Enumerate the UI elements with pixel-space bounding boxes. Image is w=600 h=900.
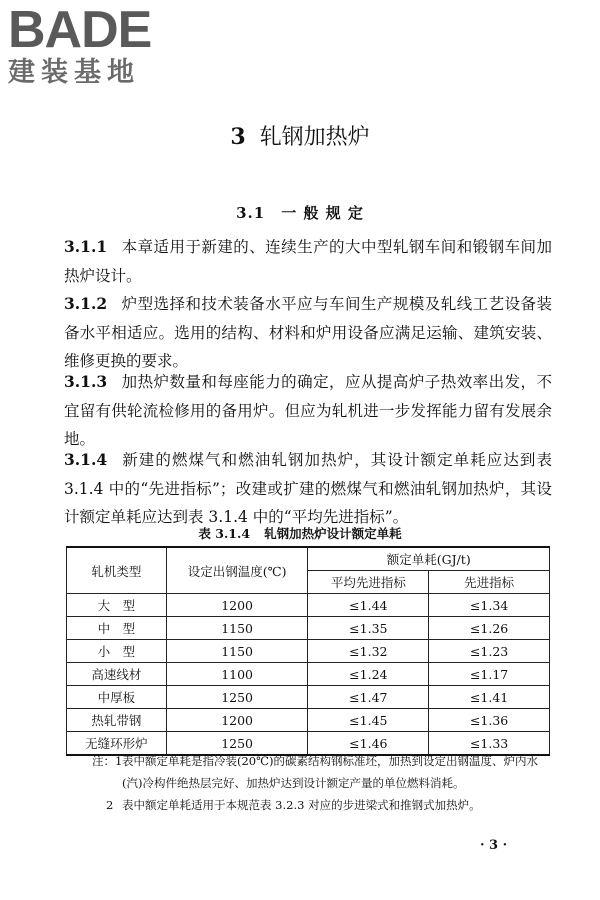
cell-adv: ≤1.23 (429, 640, 550, 663)
cell-temp: 1150 (166, 640, 308, 663)
cell-temp: 1200 (166, 709, 308, 732)
cell-temp: 1200 (166, 594, 308, 617)
table-notes (92, 750, 552, 816)
clause (64, 233, 552, 290)
chapter-title: 轧钢加热炉 (259, 125, 370, 150)
clause-number: 3.1.4 (64, 450, 108, 469)
cell-mill: 小 型 (67, 640, 167, 663)
header-temperature: 设定出钢温度(℃) (166, 547, 308, 594)
logo-subtitle: 建装基地 (8, 57, 140, 88)
cell-adv: ≤1.17 (429, 663, 550, 686)
cell-avg: ≤1.46 (308, 732, 429, 756)
note-text: 表中额定单耗适用于本规范表 3.2.3 对应的步进梁式和推钢式加热炉。 (122, 798, 481, 812)
clause-text: 本章适用于新建的、连续生产的大中型轧钢车间和锻钢车间加热炉设计。 (64, 238, 552, 285)
cell-mill: 高速线材 (67, 663, 167, 686)
table-caption-title: 轧钢加热炉设计额定单耗 (264, 526, 402, 541)
cell-temp: 1150 (166, 617, 308, 640)
table-caption-number: 表 3.1.4 (198, 526, 251, 541)
note-lead: 2 (106, 798, 114, 812)
clause (64, 368, 552, 454)
cell-avg: ≤1.47 (308, 686, 429, 709)
cell-mill: 中 型 (67, 617, 167, 640)
clause-text: 新建的燃煤气和燃油轧钢加热炉，其设计额定单耗应达到表 3.1.4 中的“先进指标”；改建或扩建的燃煤气和燃油轧钢加热炉，其设计额定单耗应达到表 3.1.4 中的“平均先进指标”。 (64, 451, 552, 526)
clause (64, 290, 552, 376)
cell-avg: ≤1.35 (308, 617, 429, 640)
page-number: · 3 · (480, 838, 508, 853)
clause (64, 446, 552, 532)
cell-adv: ≤1.34 (429, 594, 550, 617)
clause-number: 3.1.1 (64, 237, 108, 256)
cell-avg: ≤1.32 (308, 640, 429, 663)
header-advanced: 先进指标 (429, 571, 550, 594)
cell-mill: 中厚板 (67, 686, 167, 709)
table-row (67, 617, 550, 640)
cell-avg: ≤1.45 (308, 709, 429, 732)
cell-adv: ≤1.26 (429, 617, 550, 640)
clause-text: 炉型选择和技术装备水平应与车间生产规模及轧线工艺设备装备水平相适应。选用的结构、材料和炉用设备应满足运输、建筑安装、维修更换的要求。 (64, 295, 552, 370)
note-item (92, 794, 552, 816)
logo-mark: BADE (8, 1, 152, 59)
clause-number: 3.1.3 (64, 372, 108, 391)
chapter-heading (0, 120, 600, 151)
table-row (67, 686, 550, 709)
header-average-advanced: 平均先进指标 (308, 571, 429, 594)
chapter-number: 3 (230, 124, 246, 150)
cell-avg: ≤1.24 (308, 663, 429, 686)
table-row (67, 640, 550, 663)
section-heading (0, 202, 600, 223)
consumption-table (66, 546, 550, 756)
cell-temp: 1250 (166, 732, 308, 756)
cell-adv: ≤1.36 (429, 709, 550, 732)
clause-number: 3.1.2 (64, 294, 108, 313)
cell-mill: 大 型 (67, 594, 167, 617)
section-number: 3.1 (236, 204, 266, 222)
cell-mill: 无缝环形炉 (67, 732, 167, 756)
cell-mill: 热轧带钢 (67, 709, 167, 732)
cell-adv: ≤1.33 (429, 732, 550, 756)
header-mill-type: 轧机类型 (67, 547, 167, 594)
header-rated-consumption: 额定单耗(GJ/t) (308, 547, 550, 571)
note-lead: 注：1 (92, 754, 123, 768)
note-item (92, 750, 552, 794)
brand-logo (8, 1, 152, 88)
note-text: 表中额定单耗是指冷装(20℃)的碳素结构钢标准坯，加热到设定出钢温度、炉内水(汽)冷构件绝热层完好、加热炉达到设计额定产量的单位燃料消耗。 (122, 754, 538, 790)
table-row (67, 594, 550, 617)
cell-temp: 1100 (166, 663, 308, 686)
table-row (67, 709, 550, 732)
clause-text: 加热炉数量和每座能力的确定，应从提高炉子热效率出发，不宜留有供轮流检修用的备用炉。但应为轧机进一步发挥能力留有发展余地。 (64, 373, 552, 448)
table-caption (0, 524, 600, 542)
cell-avg: ≤1.44 (308, 594, 429, 617)
section-title: 一 般 规 定 (281, 204, 364, 222)
cell-adv: ≤1.41 (429, 686, 550, 709)
table-row (67, 663, 550, 686)
cell-temp: 1250 (166, 686, 308, 709)
